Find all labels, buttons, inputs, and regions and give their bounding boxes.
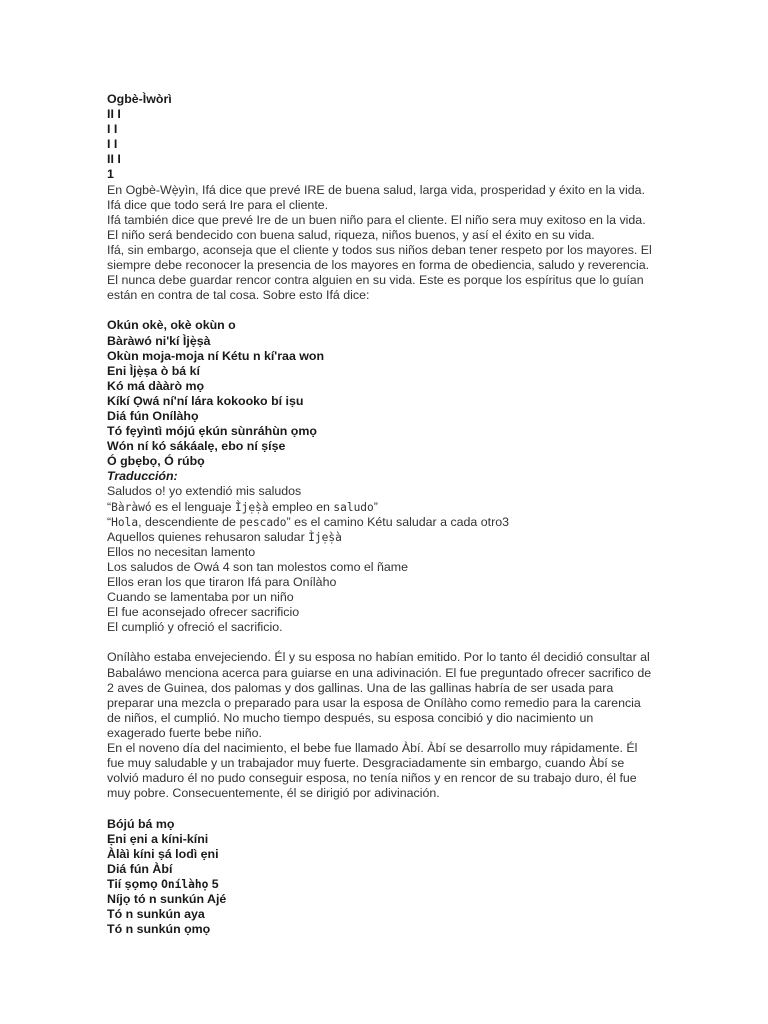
odu-mark-2: I I [107, 122, 118, 137]
verse-line: Níjọ tó n sunkún Ajé [107, 891, 227, 906]
intro-line: Ifá, sin embargo, aconseja que el cliente y todos sus niños deban tener respeto por los mayores. El [107, 242, 652, 257]
odu-number: 1 [107, 167, 114, 182]
story-line: 2 aves de Guinea, dos palomas y dos gallinas. Una de las gallinas habría de ser usada para [107, 680, 614, 695]
yoruba-term: Ìjẹ̀ṣà [234, 500, 269, 514]
odu-title: Ogbè-Ìwòrì [107, 92, 172, 106]
verse-line: Okùn moja-moja ní Kétu n kí'raa won [107, 348, 325, 363]
odu-mark-3: I I [107, 137, 118, 152]
verse-line: Eni Ìjẹ̀ṣa ò bá kí [107, 363, 200, 378]
story-line: Babaláwo menciona acerca para guiarse en una adivinación. El fue preguntado ofrecer sacrifico de [107, 665, 652, 680]
translation-heading: Traducción: [107, 469, 178, 484]
intro-line: están en contra de tal cosa. Sobre esto Ifá dice: [107, 288, 370, 303]
verse-line [107, 877, 667, 892]
intro-line: El nunca debe guardar rencor contra alguien en su vida. Este es porque los espíritus que lo guían [107, 273, 644, 288]
text-run: Tií ṣọmọ [107, 876, 162, 891]
story-line: fue muy saludable y un trabajador muy fuerte. Desgraciadamente sin embargo, cuando Àbí se [107, 756, 625, 771]
verse-line: Tó n sunkún ọmọ [107, 922, 211, 937]
text-run: ” es el camino Kétu saludar a cada otro3 [286, 514, 510, 529]
intro-line: Ifá también dice que prevé Ire de un buen niño para el cliente. El niño sera muy exitoso en la vida. [107, 212, 646, 227]
translation-line: Ellos eran los que tiraron Ifá para Onílàho [107, 575, 337, 589]
verse-line: Wón ní kó sákáalẹ, ebo ní ṣíṣe [107, 439, 286, 454]
verse-line: Bàràwó ni'kí Ìjẹ̀ṣà [107, 333, 211, 348]
quote-open: “ [107, 514, 112, 529]
verse-line: Tó fẹyìntì mójú ẹkún sùnráhùn ọmọ [107, 424, 317, 439]
document-page [107, 92, 667, 937]
intro-line: Ifá dice que todo será Ire para el cliente. [107, 197, 329, 212]
verse-line: Kó má dààrò mọ [107, 378, 205, 393]
text-run: Aquellos quienes rehusaron saludar [107, 529, 309, 544]
verse-1 [107, 318, 667, 469]
translation-line: Los saludos de Owá 4 son tan molestos como el ñame [107, 559, 408, 574]
odu-mark-1: II I [107, 107, 121, 122]
story-line: Onílàho estaba envejeciendo. Él y su esposa no habían emitido. Por lo tanto él decidió consultar al [107, 650, 650, 665]
text-run: 5 [208, 876, 219, 891]
intro-line: siempre debe reconocer la presencia de los mayores en forma de obediencia, saludo y reverencia. [107, 258, 650, 273]
translation-line: El cumplió y ofreció el sacrificio. [107, 620, 283, 635]
verse-line: Okún okè, okè okùn o [107, 318, 236, 333]
story-line: volvió maduro él no pudo conseguir esposa, no tenía niños y en rencor de su trabajo duro, él fue [107, 771, 637, 786]
story-paragraph [107, 650, 667, 801]
verse-line: Diá fún Onílàhọ [107, 408, 199, 423]
story-line: de niños, el cumplió. No mucho tiempo después, su esposa concibió y dio nacimiento un [107, 710, 594, 725]
translation-line: Cuando se lamentaba por un niño [107, 590, 294, 605]
verse-line: Ó gbẹbọ, Ó rúbọ [107, 454, 205, 469]
intro-line: En Ogbè-Wẹ̀yìn, Ifá dice que prevé IRE de buena salud, larga vida, prosperidad y éxito en la vida. [107, 182, 645, 197]
yoruba-term: Hola [111, 515, 139, 529]
story-line: En el noveno día del nacimiento, el bebe fue llamado Àbí. Àbí se desarrollo muy rápidamente. Él [107, 741, 638, 756]
intro-line: El niño será bendecido con buena salud, riqueza, niños buenos, y así el éxito en su vida. [107, 227, 595, 242]
yoruba-term: saludo [333, 500, 374, 514]
translation-line: Ellos no necesitan lamento [107, 544, 256, 559]
text-run: es el lenguaje [151, 499, 235, 514]
verse-line: Àlàì kíni ṣá lodì ẹni [107, 846, 219, 861]
translation-block [107, 484, 667, 635]
text-run: , descendiente de [138, 514, 240, 529]
odu-mark-4: II I [107, 152, 121, 167]
text-run: empleo en [268, 499, 334, 514]
translation-line [107, 500, 667, 515]
spacer [107, 801, 667, 816]
quote-open: “ [107, 499, 112, 514]
quote-close: ” [373, 499, 378, 514]
translation-line: El fue aconsejado ofrecer sacrificio [107, 605, 300, 620]
intro-paragraph [107, 183, 667, 304]
yoruba-term: Onílàhọ [161, 877, 209, 891]
verse-line: Bójú bá mọ [107, 816, 175, 831]
yoruba-term: Bàràwó [111, 500, 152, 514]
yoruba-term: Ìjẹ̀ṣà [308, 530, 342, 544]
verse-2 [107, 817, 667, 938]
yoruba-term: pescado [239, 515, 287, 529]
verse-line: Ẹni ẹni a kíni-kíni [107, 831, 209, 846]
spacer [107, 303, 667, 318]
translation-line [107, 530, 667, 545]
story-line: exagerado fuerte bebe niño. [107, 725, 263, 740]
translation-line [107, 515, 667, 530]
verse-line: Tó n sunkún aya [107, 907, 205, 922]
spacer [107, 635, 667, 650]
story-line: preparar una mezcla o preparado para usar la esposa de Onílàho como remedio para la carencia [107, 695, 641, 710]
verse-line: Diá fún Àbí [107, 861, 173, 876]
story-line: muy pobre. Consecuentemente, él se dirigió por adivinación. [107, 786, 440, 801]
verse-line: Kíkí Ọwá ní'ní lára kokooko bí iṣu [107, 393, 304, 408]
translation-line: Saludos o! yo extendió mis saludos [107, 484, 302, 499]
